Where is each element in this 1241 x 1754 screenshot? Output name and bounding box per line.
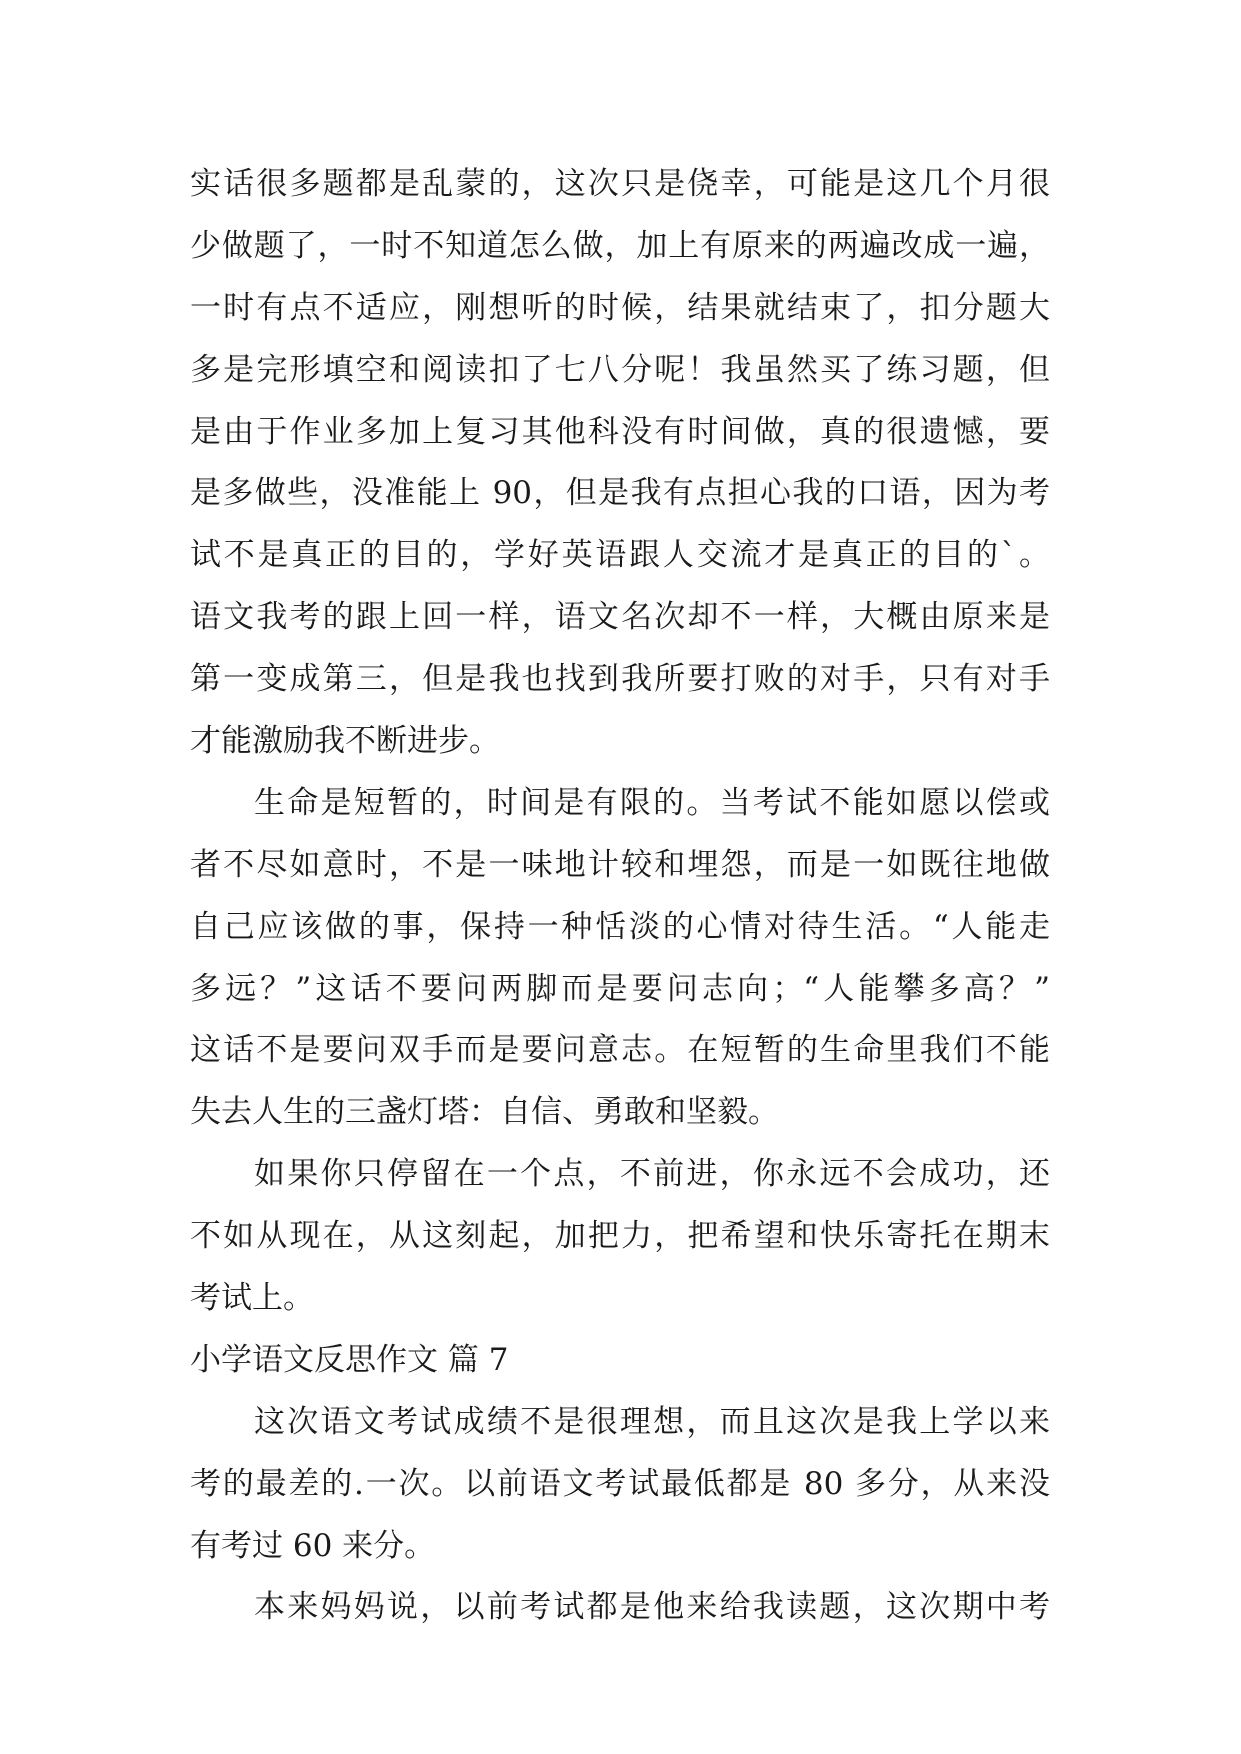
text-line: 少做题了，一时不知道怎么做，加上有原来的两遍改成一遍， <box>190 227 1050 264</box>
text-line: 有考过 60 来分。 <box>190 1527 436 1564</box>
text-line: 生命是短暂的，时间是有限的。当考试不能如愿以偿或 <box>254 784 1050 821</box>
text-line: 试不是真正的目的，学好英语跟人交流才是真正的目的`。 <box>190 537 1050 574</box>
text-line: 考试上。 <box>190 1280 314 1317</box>
section-heading: 小学语文反思作文 篇 7 <box>190 1341 509 1378</box>
text-line: 这次语文考试成绩不是很理想，而且这次是我上学以来 <box>254 1403 1050 1440</box>
section-paragraph-1 <box>190 1392 1050 1578</box>
section-paragraph-2 <box>190 1577 1050 1639</box>
text-line: 如果你只停留在一个点，不前进，你永远不会成功，还 <box>254 1156 1050 1193</box>
paragraph-3 <box>190 1144 1050 1330</box>
text-line: 多是完形填空和阅读扣了七八分呢！我虽然买了练习题，但 <box>190 351 1050 388</box>
text-line: 自己应该做的事，保持一种恬淡的心情对待生活。“人能走 <box>190 908 1050 945</box>
text-line: 是由于作业多加上复习其他科没有时间做，真的很遗憾，要 <box>190 413 1050 450</box>
text-line: 本来妈妈说，以前考试都是他来给我读题，这次期中考 <box>254 1589 1050 1626</box>
text-line: 第一变成第三，但是我也找到我所要打败的对手，只有对手 <box>190 661 1050 698</box>
text-line: 不如从现在，从这刻起，加把力，把希望和快乐寄托在期末 <box>190 1218 1050 1255</box>
text-line: 者不尽如意时，不是一味地计较和埋怨，而是一如既往地做 <box>190 846 1050 883</box>
text-line: 失去人生的三盏灯塔：自信、勇敢和坚毅。 <box>190 1094 779 1131</box>
paragraph-2 <box>190 773 1050 1144</box>
text-line: 一时有点不适应，刚想听的时候，结果就结束了，扣分题大 <box>190 289 1050 326</box>
text-line: 才能激励我不断进步。 <box>190 723 500 760</box>
text-line: 是多做些，没准能上 90，但是我有点担心我的口语，因为考 <box>190 475 1050 512</box>
text-line: 多远？”这话不要问两脚而是要问志向；“人能攀多高？” <box>190 970 1050 1007</box>
text-line: 语文我考的跟上回一样，语文名次却不一样，大概由原来是 <box>190 599 1050 636</box>
text-line: 考的最差的.一次。以前语文考试最低都是 80 多分，从来没 <box>190 1465 1050 1502</box>
paragraph-1 <box>190 154 1050 773</box>
text-line: 实话很多题都是乱蒙的，这次只是侥幸，可能是这几个月很 <box>190 166 1050 202</box>
text-line: 这话不是要问双手而是要问意志。在短暂的生命里我们不能 <box>190 1032 1050 1069</box>
document-body <box>190 154 1050 1639</box>
